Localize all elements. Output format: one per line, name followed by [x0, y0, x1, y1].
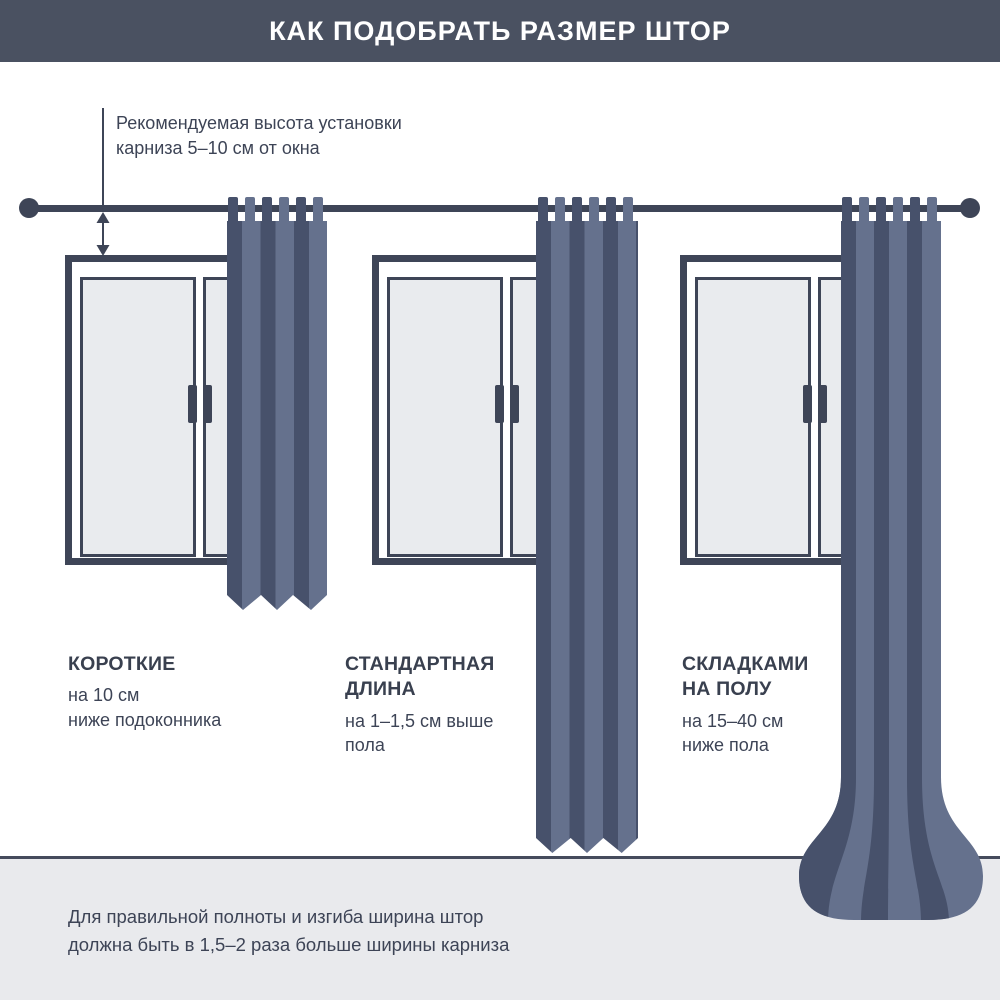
curtain-tab — [245, 197, 255, 223]
option-heading: СТАНДАРТНАЯ — [345, 653, 495, 675]
curtain-tab — [589, 197, 599, 223]
option-standard-label — [345, 652, 494, 757]
double-arrow-icon — [95, 212, 111, 256]
window-handle-icon — [203, 385, 212, 423]
curtain-tab — [296, 197, 306, 223]
title-bar — [0, 0, 1000, 62]
curtain-tab — [876, 197, 886, 223]
option-desc-line: пола — [345, 734, 385, 755]
option-heading: КОРОТКИЕ — [68, 653, 176, 675]
curtain-tab — [313, 197, 323, 223]
footnote-line-2: должна быть в 1,5–2 раза больше ширины карниза — [68, 933, 510, 955]
curtain-tab — [228, 197, 238, 223]
option-heading: СКЛАДКАМИ — [682, 653, 809, 675]
option-desc-line: на 1–1,5 см выше — [345, 710, 494, 731]
option-desc-line: ниже пола — [682, 734, 769, 755]
option-short-label — [68, 652, 221, 732]
option-desc-line: на 10 см — [68, 685, 140, 706]
window-pane — [80, 277, 196, 557]
curtain-tab — [572, 197, 582, 223]
window-handle-icon — [495, 385, 504, 423]
option-desc-line: ниже подоконника — [68, 709, 222, 730]
curtain-tab — [262, 197, 272, 223]
curtain-tab — [927, 197, 937, 223]
curtain-tab — [859, 197, 869, 223]
window-handle-icon — [510, 385, 519, 423]
curtain-body — [790, 221, 992, 923]
curtain-body — [227, 221, 327, 610]
curtain-tab — [893, 197, 903, 223]
curtain-tab — [910, 197, 920, 223]
annotation-line-2: карниза 5–10 см от окна — [116, 138, 320, 159]
footnote — [68, 903, 509, 959]
curtain-rod — [28, 205, 970, 212]
rod-finial-left-icon — [19, 198, 39, 218]
curtain-tab — [279, 197, 289, 223]
curtain-tab — [606, 197, 616, 223]
option-heading: НА ПОЛУ — [682, 678, 772, 701]
window-pane — [387, 277, 503, 557]
window-handle-icon — [188, 385, 197, 423]
rod-height-annotation — [116, 111, 402, 161]
annotation-pointer-line — [102, 108, 104, 206]
curtain-tab — [538, 197, 548, 223]
curtain-tab — [555, 197, 565, 223]
option-heading: ДЛИНА — [345, 678, 416, 701]
rod-finial-right-icon — [960, 198, 980, 218]
page-title: КАК ПОДОБРАТЬ РАЗМЕР ШТОР — [269, 15, 731, 46]
curtain-body — [536, 221, 638, 853]
annotation-line-1: Рекомендуемая высота установки — [116, 113, 402, 133]
footnote-line-1: Для правильной полноты и изгиба ширина штор — [68, 906, 484, 927]
curtain-tab — [842, 197, 852, 223]
option-desc-line: на 15–40 см — [682, 710, 784, 731]
curtain-tab — [623, 197, 633, 223]
